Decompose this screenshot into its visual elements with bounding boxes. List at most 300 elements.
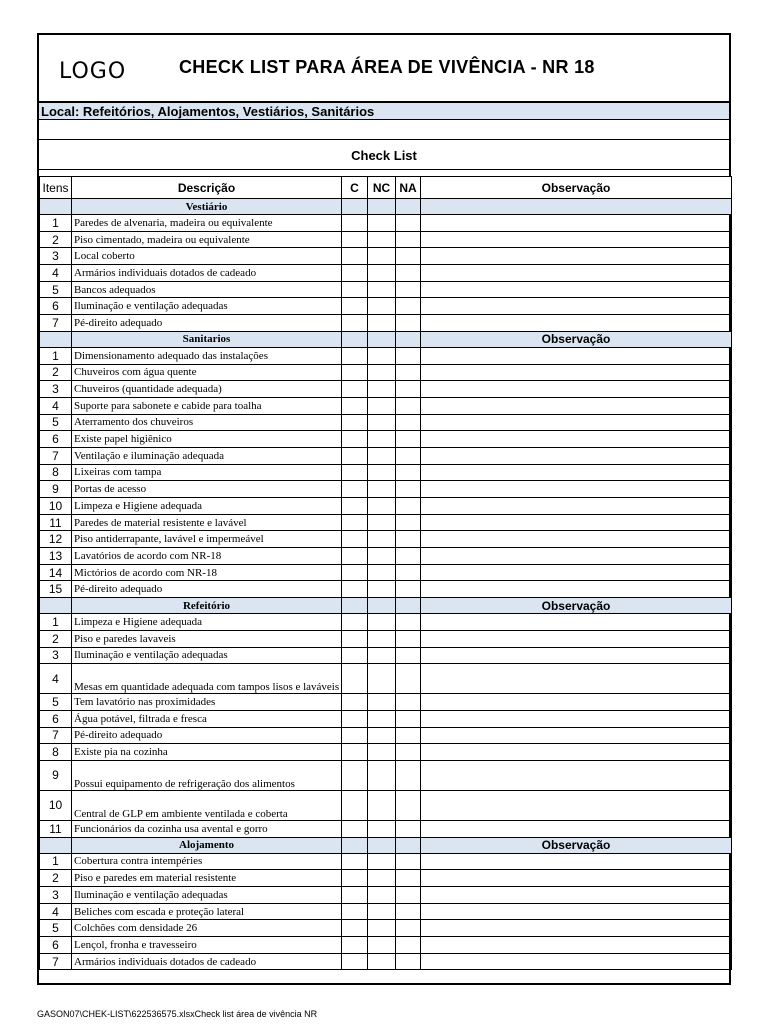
item-description: Pé-direito adequado xyxy=(72,581,342,598)
check-nc[interactable] xyxy=(368,548,396,565)
item-observacao[interactable] xyxy=(421,447,732,464)
item-number: 6 xyxy=(40,710,72,727)
check-nc[interactable] xyxy=(368,790,396,820)
check-na[interactable] xyxy=(396,231,421,248)
item-number: 14 xyxy=(40,564,72,581)
divider xyxy=(39,169,729,170)
item-observacao[interactable] xyxy=(421,647,732,664)
check-nc[interactable] xyxy=(368,727,396,744)
check-c[interactable] xyxy=(342,514,368,531)
check-c[interactable] xyxy=(342,248,368,265)
item-number: 10 xyxy=(40,790,72,820)
check-c[interactable] xyxy=(342,870,368,887)
footer-path: GASON07\CHEK-LIST\622536575.xlsxCheck list área de vivência NR xyxy=(37,1009,318,1019)
checklist-item-row xyxy=(40,614,732,631)
check-na[interactable] xyxy=(396,498,421,515)
check-c[interactable] xyxy=(342,298,368,315)
check-c[interactable] xyxy=(342,887,368,904)
item-observacao[interactable] xyxy=(421,630,732,647)
checklist-item-row xyxy=(40,215,732,232)
check-nc[interactable] xyxy=(368,481,396,498)
item-number: 7 xyxy=(40,315,72,332)
section-nc xyxy=(368,199,396,215)
item-description: Paredes de alvenaria, madeira ou equivalente xyxy=(72,215,342,232)
page-title: CHECK LIST PARA ÁREA DE VIVÊNCIA - NR 18 xyxy=(179,57,595,77)
check-c[interactable] xyxy=(342,853,368,870)
check-na[interactable] xyxy=(396,920,421,937)
item-number: 12 xyxy=(40,531,72,548)
check-na[interactable] xyxy=(396,315,421,332)
check-nc[interactable] xyxy=(368,397,396,414)
check-nc[interactable] xyxy=(368,498,396,515)
item-number: 1 xyxy=(40,614,72,631)
check-c[interactable] xyxy=(342,790,368,820)
check-c[interactable] xyxy=(342,664,368,694)
check-nc[interactable] xyxy=(368,464,396,481)
item-description: Local coberto xyxy=(72,248,342,265)
checklist-item-row xyxy=(40,694,732,711)
col-na: NA xyxy=(396,177,421,199)
check-nc[interactable] xyxy=(368,215,396,232)
check-nc[interactable] xyxy=(368,853,396,870)
item-number: 8 xyxy=(40,744,72,761)
item-description: Iluminação e ventilação adequadas xyxy=(72,298,342,315)
item-observacao[interactable] xyxy=(421,248,732,265)
item-observacao[interactable] xyxy=(421,820,732,837)
item-description: Suporte para sabonete e cabide para toalha xyxy=(72,397,342,414)
section-row xyxy=(40,331,732,347)
item-description: Colchões com densidade 26 xyxy=(72,920,342,937)
item-observacao[interactable] xyxy=(421,564,732,581)
item-number: 3 xyxy=(40,381,72,398)
section-nc xyxy=(368,598,396,614)
col-nc: NC xyxy=(368,177,396,199)
check-c[interactable] xyxy=(342,381,368,398)
section-c xyxy=(342,199,368,215)
item-observacao[interactable] xyxy=(421,231,732,248)
checklist-item-row xyxy=(40,853,732,870)
local-row xyxy=(39,101,729,120)
check-c[interactable] xyxy=(342,531,368,548)
check-c[interactable] xyxy=(342,920,368,937)
section-spacer xyxy=(40,331,72,347)
checklist-item-row xyxy=(40,920,732,937)
item-number: 13 xyxy=(40,548,72,565)
item-observacao[interactable] xyxy=(421,381,732,398)
item-observacao[interactable] xyxy=(421,887,732,904)
check-na[interactable] xyxy=(396,647,421,664)
check-c[interactable] xyxy=(342,231,368,248)
check-na[interactable] xyxy=(396,694,421,711)
item-number: 11 xyxy=(40,514,72,531)
item-number: 4 xyxy=(40,397,72,414)
item-observacao[interactable] xyxy=(421,614,732,631)
item-number: 2 xyxy=(40,231,72,248)
item-description: Lavatórios de acordo com NR-18 xyxy=(72,548,342,565)
checklist-item-row xyxy=(40,820,732,837)
item-observacao[interactable] xyxy=(421,710,732,727)
check-na[interactable] xyxy=(396,514,421,531)
item-description: Mictórios de acordo com NR-18 xyxy=(72,564,342,581)
check-c[interactable] xyxy=(342,315,368,332)
check-na[interactable] xyxy=(396,364,421,381)
check-na[interactable] xyxy=(396,820,421,837)
check-nc[interactable] xyxy=(368,447,396,464)
checklist-item-row xyxy=(40,710,732,727)
section-name: Vestiário xyxy=(72,199,342,215)
item-number: 7 xyxy=(40,953,72,970)
check-na[interactable] xyxy=(396,548,421,565)
check-nc[interactable] xyxy=(368,647,396,664)
checklist-item-row xyxy=(40,760,732,790)
checklist-item-row xyxy=(40,581,732,598)
item-number: 5 xyxy=(40,694,72,711)
check-nc[interactable] xyxy=(368,920,396,937)
check-na[interactable] xyxy=(396,903,421,920)
check-nc[interactable] xyxy=(368,744,396,761)
item-number: 1 xyxy=(40,347,72,364)
check-nc[interactable] xyxy=(368,347,396,364)
item-observacao[interactable] xyxy=(421,498,732,515)
item-description: Existe pia na cozinha xyxy=(72,744,342,761)
checklist-item-row xyxy=(40,953,732,970)
item-number: 6 xyxy=(40,431,72,448)
check-na[interactable] xyxy=(396,447,421,464)
item-number: 15 xyxy=(40,581,72,598)
item-description: Possui equipamento de refrigeração dos alimentos xyxy=(72,760,342,790)
check-na[interactable] xyxy=(396,630,421,647)
item-observacao[interactable] xyxy=(421,727,732,744)
check-na[interactable] xyxy=(396,397,421,414)
item-description: Existe papel higiênico xyxy=(72,431,342,448)
item-observacao[interactable] xyxy=(421,298,732,315)
check-na[interactable] xyxy=(396,381,421,398)
checklist-item-row xyxy=(40,744,732,761)
check-na[interactable] xyxy=(396,790,421,820)
item-description: Cobertura contra intempéries xyxy=(72,853,342,870)
check-c[interactable] xyxy=(342,581,368,598)
item-observacao[interactable] xyxy=(421,431,732,448)
item-observacao[interactable] xyxy=(421,531,732,548)
check-na[interactable] xyxy=(396,215,421,232)
section-c xyxy=(342,598,368,614)
check-na[interactable] xyxy=(396,298,421,315)
checklist-body xyxy=(40,177,732,970)
check-nc[interactable] xyxy=(368,937,396,954)
item-number: 5 xyxy=(40,414,72,431)
checklist-item-row xyxy=(40,298,732,315)
item-description: Armários individuais dotados de cadeado xyxy=(72,265,342,282)
item-observacao[interactable] xyxy=(421,853,732,870)
check-nc[interactable] xyxy=(368,315,396,332)
item-observacao[interactable] xyxy=(421,481,732,498)
section-c xyxy=(342,837,368,853)
item-observacao[interactable] xyxy=(421,265,732,282)
check-na[interactable] xyxy=(396,281,421,298)
check-nc[interactable] xyxy=(368,414,396,431)
checklist-item-row xyxy=(40,231,732,248)
check-nc[interactable] xyxy=(368,760,396,790)
check-nc[interactable] xyxy=(368,431,396,448)
item-observacao[interactable] xyxy=(421,364,732,381)
check-c[interactable] xyxy=(342,937,368,954)
check-nc[interactable] xyxy=(368,364,396,381)
checklist-table xyxy=(39,176,732,970)
item-description: Dimensionamento adequado das instalações xyxy=(72,347,342,364)
check-na[interactable] xyxy=(396,887,421,904)
check-nc[interactable] xyxy=(368,581,396,598)
item-number: 4 xyxy=(40,903,72,920)
checklist-item-row xyxy=(40,481,732,498)
col-descricao: Descrição xyxy=(72,177,342,199)
item-description: Piso e paredes lavaveis xyxy=(72,630,342,647)
section-observacao xyxy=(421,199,732,215)
section-row xyxy=(40,199,732,215)
check-c[interactable] xyxy=(342,564,368,581)
item-description: Tem lavatório nas proximidades xyxy=(72,694,342,711)
checklist-item-row xyxy=(40,248,732,265)
item-observacao[interactable] xyxy=(421,281,732,298)
check-na[interactable] xyxy=(396,710,421,727)
checklist-item-row xyxy=(40,790,732,820)
checklist-item-row xyxy=(40,447,732,464)
section-name: Sanitarios xyxy=(72,331,342,347)
item-description: Chuveiros com água quente xyxy=(72,364,342,381)
item-observacao[interactable] xyxy=(421,937,732,954)
item-observacao[interactable] xyxy=(421,397,732,414)
check-nc[interactable] xyxy=(368,953,396,970)
check-c[interactable] xyxy=(342,548,368,565)
check-c[interactable] xyxy=(342,364,368,381)
item-observacao[interactable] xyxy=(421,790,732,820)
check-na[interactable] xyxy=(396,581,421,598)
item-number: 9 xyxy=(40,481,72,498)
check-na[interactable] xyxy=(396,664,421,694)
check-c[interactable] xyxy=(342,614,368,631)
check-c[interactable] xyxy=(342,481,368,498)
check-nc[interactable] xyxy=(368,281,396,298)
check-na[interactable] xyxy=(396,744,421,761)
check-c[interactable] xyxy=(342,630,368,647)
item-observacao[interactable] xyxy=(421,548,732,565)
check-c[interactable] xyxy=(342,498,368,515)
check-nc[interactable] xyxy=(368,265,396,282)
check-nc[interactable] xyxy=(368,710,396,727)
check-na[interactable] xyxy=(396,248,421,265)
check-na[interactable] xyxy=(396,431,421,448)
item-number: 4 xyxy=(40,664,72,694)
divider xyxy=(39,139,729,140)
check-nc[interactable] xyxy=(368,630,396,647)
item-observacao[interactable] xyxy=(421,953,732,970)
item-description: Chuveiros (quantidade adequada) xyxy=(72,381,342,398)
item-observacao[interactable] xyxy=(421,870,732,887)
check-na[interactable] xyxy=(396,727,421,744)
item-description: Piso cimentado, madeira ou equivalente xyxy=(72,231,342,248)
check-c[interactable] xyxy=(342,903,368,920)
checklist-item-row xyxy=(40,903,732,920)
item-observacao[interactable] xyxy=(421,920,732,937)
section-observacao: Observação xyxy=(421,331,732,347)
check-nc[interactable] xyxy=(368,614,396,631)
check-c[interactable] xyxy=(342,710,368,727)
item-observacao[interactable] xyxy=(421,315,732,332)
item-observacao[interactable] xyxy=(421,903,732,920)
item-number: 3 xyxy=(40,248,72,265)
section-row xyxy=(40,837,732,853)
section-spacer xyxy=(40,598,72,614)
item-description: Mesas em quantidade adequada com tampos lisos e laváveis xyxy=(72,664,342,694)
checklist-item-row xyxy=(40,381,732,398)
item-observacao[interactable] xyxy=(421,744,732,761)
check-nc[interactable] xyxy=(368,231,396,248)
check-c[interactable] xyxy=(342,760,368,790)
checklist-item-row xyxy=(40,397,732,414)
check-na[interactable] xyxy=(396,614,421,631)
item-description: Bancos adequados xyxy=(72,281,342,298)
col-itens: Itens xyxy=(40,177,72,199)
check-c[interactable] xyxy=(342,265,368,282)
check-c[interactable] xyxy=(342,464,368,481)
check-c[interactable] xyxy=(342,694,368,711)
item-description: Piso antiderrapante, lavável e impermeável xyxy=(72,531,342,548)
check-c[interactable] xyxy=(342,727,368,744)
header-row xyxy=(40,177,732,199)
item-observacao[interactable] xyxy=(421,347,732,364)
item-description: Paredes de material resistente e lavável xyxy=(72,514,342,531)
check-c[interactable] xyxy=(342,953,368,970)
logo: LOGO xyxy=(59,59,127,84)
checklist-item-row xyxy=(40,414,732,431)
checklist-item-row xyxy=(40,664,732,694)
item-description: Aterramento dos chuveiros xyxy=(72,414,342,431)
check-c[interactable] xyxy=(342,281,368,298)
item-observacao[interactable] xyxy=(421,664,732,694)
check-c[interactable] xyxy=(342,397,368,414)
item-observacao[interactable] xyxy=(421,215,732,232)
item-number: 6 xyxy=(40,937,72,954)
item-number: 5 xyxy=(40,920,72,937)
checklist-sheet xyxy=(37,33,731,985)
item-observacao[interactable] xyxy=(421,760,732,790)
checklist-heading: Check List xyxy=(351,148,417,163)
checklist-item-row xyxy=(40,564,732,581)
check-nc[interactable] xyxy=(368,820,396,837)
item-description: Lençol, fronha e travesseiro xyxy=(72,937,342,954)
check-c[interactable] xyxy=(342,215,368,232)
item-number: 6 xyxy=(40,298,72,315)
item-number: 2 xyxy=(40,630,72,647)
item-number: 1 xyxy=(40,215,72,232)
item-description: Limpeza e Higiene adequada xyxy=(72,614,342,631)
item-observacao[interactable] xyxy=(421,514,732,531)
item-observacao[interactable] xyxy=(421,464,732,481)
check-nc[interactable] xyxy=(368,381,396,398)
check-na[interactable] xyxy=(396,760,421,790)
checklist-item-row xyxy=(40,514,732,531)
item-observacao[interactable] xyxy=(421,694,732,711)
checklist-item-row xyxy=(40,870,732,887)
check-c[interactable] xyxy=(342,347,368,364)
check-nc[interactable] xyxy=(368,870,396,887)
check-c[interactable] xyxy=(342,820,368,837)
check-nc[interactable] xyxy=(368,694,396,711)
item-description: Pé-direito adequado xyxy=(72,727,342,744)
check-c[interactable] xyxy=(342,647,368,664)
item-description: Central de GLP em ambiente ventilada e coberta xyxy=(72,790,342,820)
checklist-item-row xyxy=(40,347,732,364)
item-number: 3 xyxy=(40,887,72,904)
item-description: Armários individuais dotados de cadeado xyxy=(72,953,342,970)
checklist-item-row xyxy=(40,464,732,481)
check-nc[interactable] xyxy=(368,887,396,904)
checklist-item-row xyxy=(40,937,732,954)
item-number: 11 xyxy=(40,820,72,837)
item-observacao[interactable] xyxy=(421,414,732,431)
item-description: Pé-direito adequado xyxy=(72,315,342,332)
section-spacer xyxy=(40,837,72,853)
check-nc[interactable] xyxy=(368,564,396,581)
check-na[interactable] xyxy=(396,564,421,581)
checklist-item-row xyxy=(40,548,732,565)
check-nc[interactable] xyxy=(368,248,396,265)
item-description: Ventilação e iluminação adequada xyxy=(72,447,342,464)
section-c xyxy=(342,331,368,347)
check-na[interactable] xyxy=(396,414,421,431)
item-number: 10 xyxy=(40,498,72,515)
item-observacao[interactable] xyxy=(421,581,732,598)
section-na xyxy=(396,837,421,853)
check-nc[interactable] xyxy=(368,664,396,694)
check-na[interactable] xyxy=(396,953,421,970)
section-name: Alojamento xyxy=(72,837,342,853)
item-number: 8 xyxy=(40,464,72,481)
item-description: Iluminação e ventilação adequadas xyxy=(72,647,342,664)
checklist-item-row xyxy=(40,364,732,381)
check-na[interactable] xyxy=(396,481,421,498)
col-c: C xyxy=(342,177,368,199)
check-c[interactable] xyxy=(342,447,368,464)
check-na[interactable] xyxy=(396,464,421,481)
check-c[interactable] xyxy=(342,431,368,448)
section-na xyxy=(396,331,421,347)
item-description: Beliches com escada e proteção lateral xyxy=(72,903,342,920)
item-number: 2 xyxy=(40,870,72,887)
check-c[interactable] xyxy=(342,744,368,761)
section-na xyxy=(396,598,421,614)
section-observacao: Observação xyxy=(421,837,732,853)
item-description: Piso e paredes em material resistente xyxy=(72,870,342,887)
checklist-item-row xyxy=(40,531,732,548)
item-number: 3 xyxy=(40,647,72,664)
check-nc[interactable] xyxy=(368,531,396,548)
local-label: Local: Refeitórios, Alojamentos, Vestiários, Sanitários xyxy=(41,104,375,119)
check-na[interactable] xyxy=(396,265,421,282)
item-number: 7 xyxy=(40,447,72,464)
col-observacao: Observação xyxy=(421,177,732,199)
check-na[interactable] xyxy=(396,937,421,954)
check-nc[interactable] xyxy=(368,514,396,531)
check-nc[interactable] xyxy=(368,298,396,315)
check-na[interactable] xyxy=(396,870,421,887)
checklist-item-row xyxy=(40,887,732,904)
item-description: Limpeza e Higiene adequada xyxy=(72,498,342,515)
check-c[interactable] xyxy=(342,414,368,431)
check-na[interactable] xyxy=(396,531,421,548)
check-na[interactable] xyxy=(396,853,421,870)
check-nc[interactable] xyxy=(368,903,396,920)
check-na[interactable] xyxy=(396,347,421,364)
